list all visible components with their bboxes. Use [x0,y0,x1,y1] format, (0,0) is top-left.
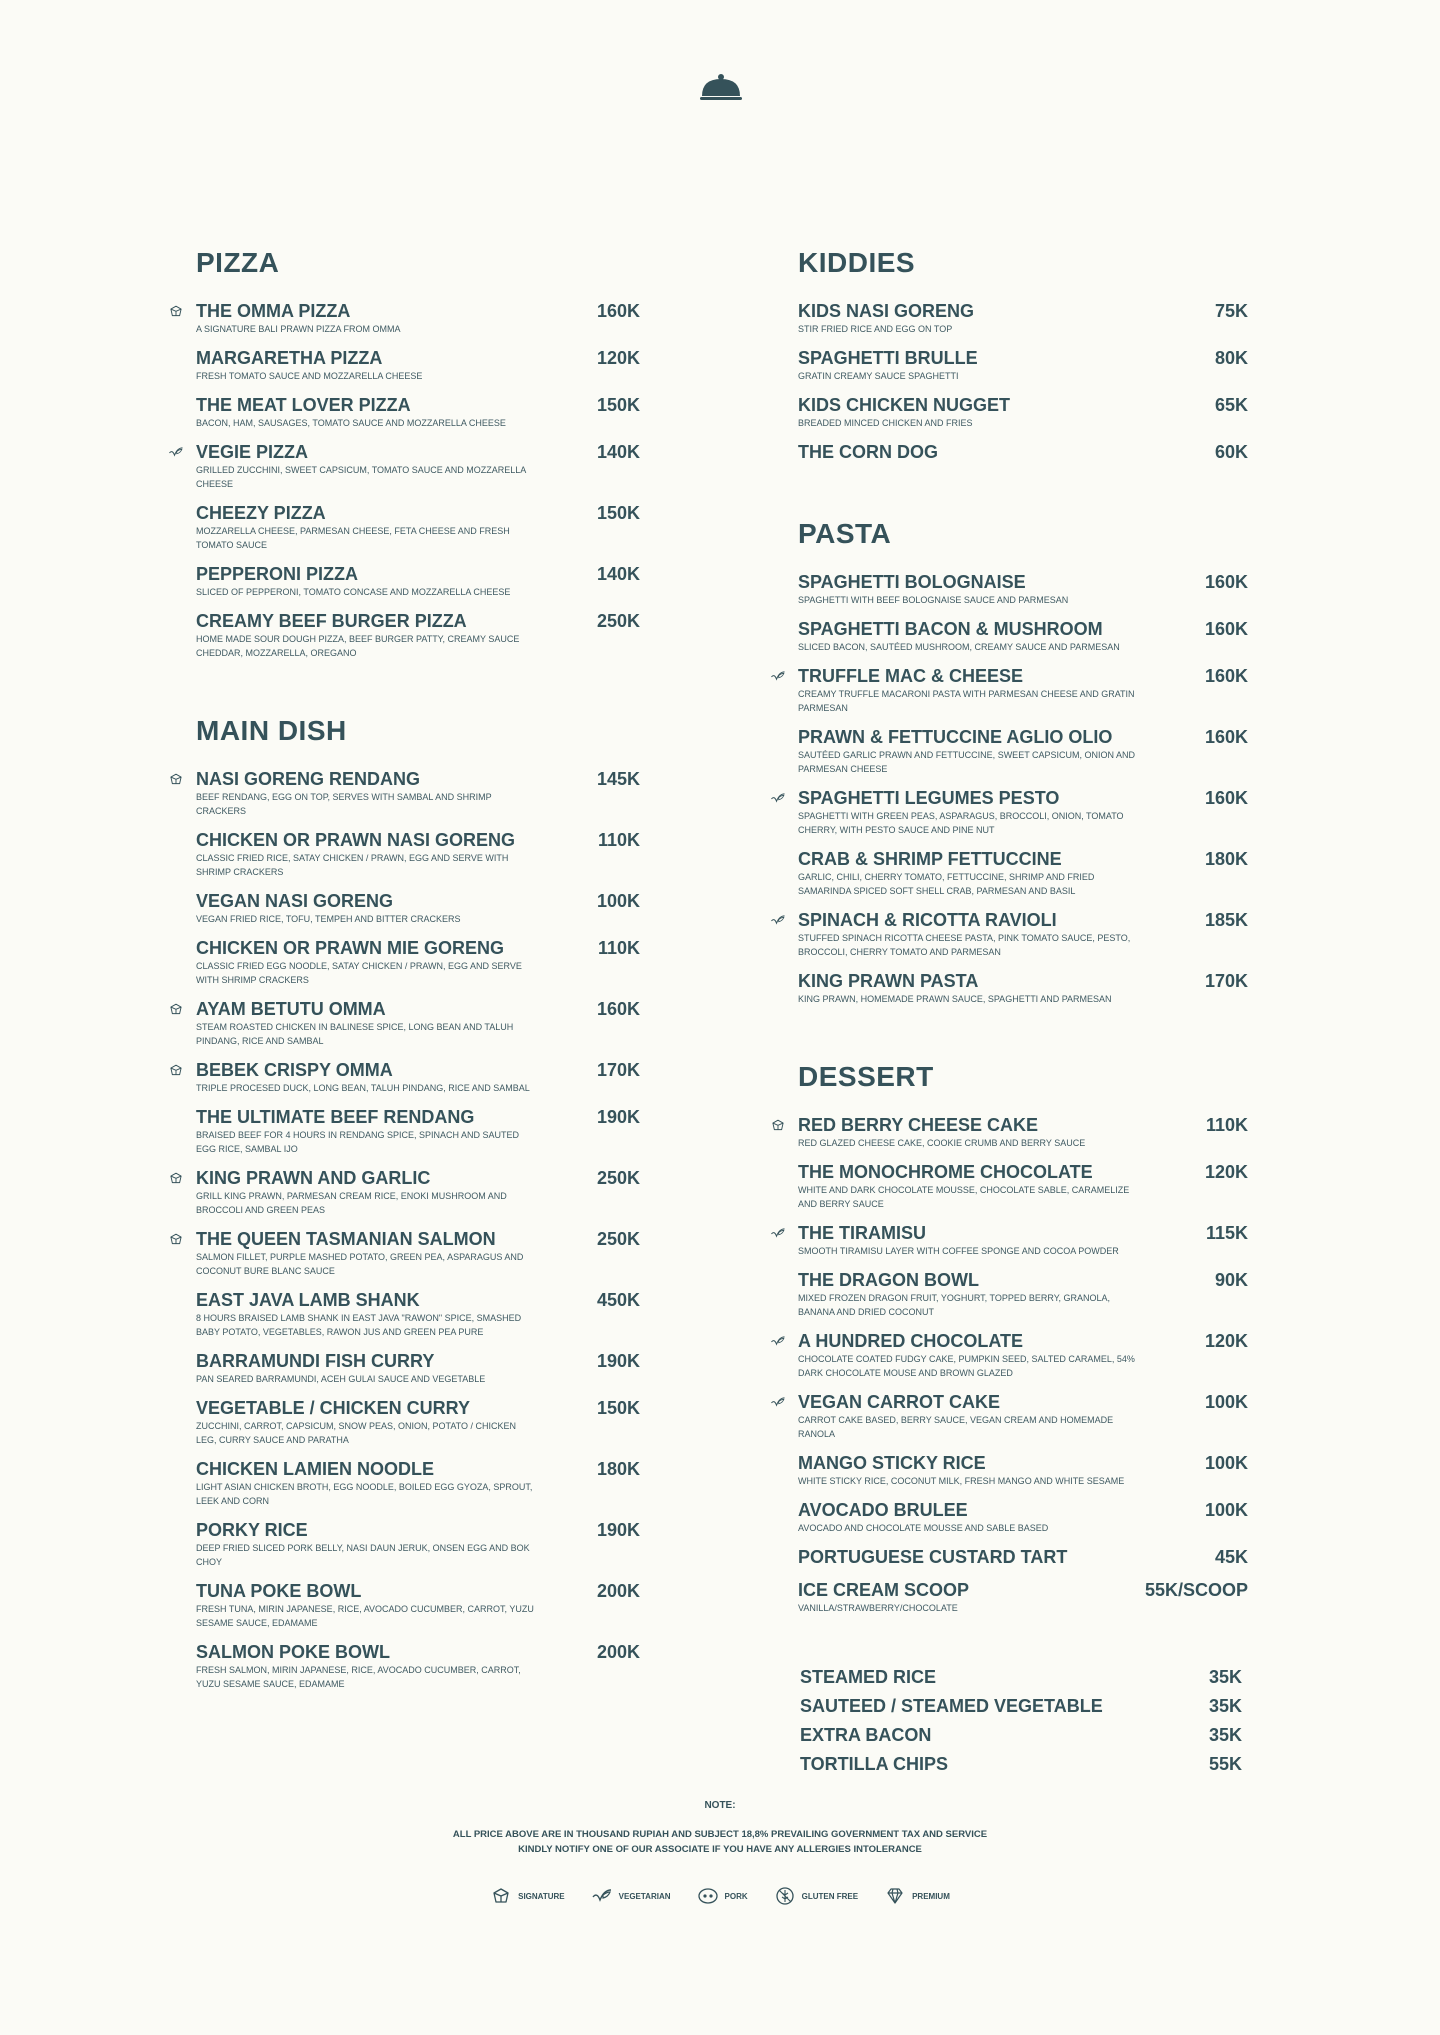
menu-item [196,1228,640,1278]
menu-item-header [798,571,1248,593]
legend-label: PREMIUM [912,1891,950,1901]
menu-item-price: 200K [596,1581,640,1601]
menu-item [196,1580,640,1630]
menu-item-header [798,300,1248,322]
vegetarian-icon [770,669,786,683]
note-tax-line: ALL PRICE ABOVE ARE IN THOUSAND RUPIAH AND SUBJECT 18,8% PREVAILING GOVERNMENT TAX AND SERVICE [452,1829,988,1840]
menu-item-name: SPAGHETTI BACON & MUSHROOM [798,619,1103,639]
menu-item [798,970,1248,1006]
menu-item-description: AVOCADO AND CHOCOLATE MOUSSE AND SABLE BASED [798,1523,1049,1533]
menu-item-description: GRILL KING PRAWN, PARMESAN CREAM RICE, ENOKI MUSHROOM AND BROCCOLI AND GREEN PEAS [196,1191,507,1215]
menu-item-header [798,1269,1248,1291]
side-dish-price: 55K [1208,1754,1242,1774]
menu-item [196,347,640,383]
menu-item-description: BEEF RENDANG, EGG ON TOP, SERVES WITH SAMBAL AND SHRIMP CRACKERS [196,792,492,816]
legend-label: PORK [724,1891,748,1901]
side-dish-name: TORTILLA CHIPS [800,1754,948,1774]
menu-item-header [196,1580,640,1602]
side-dish-price: 35K [1208,1696,1242,1716]
section-title: DESSERT [798,1061,934,1092]
menu-item [196,829,640,879]
menu-item-price: 160K [1204,619,1248,639]
menu-item-name: VEGIE PIZZA [196,442,309,462]
legend-item-pork [697,1886,748,1906]
menu-item [798,441,1248,463]
menu-item-description: CARROT CAKE BASED, BERRY SAUCE, VEGAN CREAM AND HOMEMADE RANOLA [798,1415,1114,1439]
premium-icon [884,1886,906,1906]
menu-item-name: RED BERRY CHEESE CAKE [798,1115,1039,1135]
menu-item-price: 160K [1204,727,1248,747]
side-dish-row [800,1696,1248,1716]
menu-item [196,441,640,491]
menu-item-header [196,937,640,959]
menu-item-price: 190K [596,1107,640,1127]
side-dish-name: EXTRA BACON [800,1725,932,1745]
menu-item-description: ZUCCHINI, CARROT, CAPSICUM, SNOW PEAS, ONION, POTATO / CHICKEN LEG, CURRY SAUCE AND PARATHA [196,1421,517,1445]
menu-item-header [798,848,1248,870]
menu-item-header [798,1546,1248,1568]
menu-item [798,1579,1248,1615]
menu-item [798,1391,1248,1441]
menu-item-price: 450K [596,1290,640,1310]
menu-item-price: 160K [1204,572,1248,592]
menu-item [196,1458,640,1508]
menu-item-name: CHEEZY PIZZA [196,503,326,523]
menu-item [196,1167,640,1217]
signature-icon [168,1232,184,1246]
menu-item-header [798,726,1248,748]
menu-item [196,1106,640,1156]
menu-item-header [798,1114,1248,1136]
menu-item-price: 170K [1204,971,1248,991]
vegetarian-icon [591,1886,613,1906]
menu-item-description: WHITE AND DARK CHOCOLATE MOUSSE, CHOCOLATE SABLE, CARAMELIZE AND BERRY SAUCE [798,1185,1130,1209]
menu-item-header [798,441,1248,463]
menu-item-name: VEGAN CARROT CAKE [798,1392,1001,1412]
menu-item-header [196,563,640,585]
menu-item-header [196,394,640,416]
menu-item [798,1269,1248,1319]
menu-item-header [196,1167,640,1189]
menu-item-header [196,890,640,912]
menu-item-price: 190K [596,1351,640,1371]
menu-item [798,1222,1248,1258]
menu-item-description: SPAGHETTI WITH GREEN PEAS, ASPARAGUS, BROCCOLI, ONION, TOMATO CHERRY, WITH PESTO SAUCE AND PINE NUT [798,811,1124,835]
menu-item-price: 100K [1204,1453,1248,1473]
menu-item [196,1289,640,1339]
menu-item [798,1161,1248,1211]
menu-item-name: THE OMMA PIZZA [196,301,351,321]
menu-item [798,300,1248,336]
menu-item-name: THE QUEEN TASMANIAN SALMON [196,1229,496,1249]
menu-item-price: 65K [1214,395,1248,415]
menu-item-header [196,768,640,790]
menu-item-price: 120K [596,348,640,368]
menu-item-name: VEGETABLE / CHICKEN CURRY [196,1398,471,1418]
menu-item-description: A SIGNATURE BALI PRAWN PIZZA FROM OMMA [196,324,401,334]
menu-item-description: MIXED FROZEN DRAGON FRUIT, YOGHURT, TOPPED BERRY, GRANOLA, BANANA AND DRIED COCONUT [798,1293,1111,1317]
menu-item-name: VEGAN NASI GORENG [196,891,394,911]
side-dish-price: 35K [1208,1725,1242,1745]
menu-item-header [196,610,640,632]
menu-item-description: BACON, HAM, SAUSAGES, TOMATO SAUCE AND MOZZARELLA CHEESE [196,418,506,428]
menu-item-description: SPAGHETTI WITH BEEF BOLOGNAISE SAUCE AND PARMESAN [798,595,1069,605]
menu-item-header [196,1289,640,1311]
menu-item-header [798,347,1248,369]
section-title: MAIN DISH [196,715,347,746]
menu-item-description: 8 HOURS BRAISED LAMB SHANK IN EAST JAVA "RAWON" SPICE, SMASHED BABY POTATO, VEGETABLES, RAWON JUS AND GREEN PEA PURE [196,1313,522,1337]
menu-item-description: GRILLED ZUCCHINI, SWEET CAPSICUM, TOMATO SAUCE AND MOZZARELLA CHEESE [196,465,526,489]
menu-item-price: 120K [1204,1162,1248,1182]
menu-item [196,1059,640,1095]
menu-item-name: SPAGHETTI LEGUMES PESTO [798,788,1060,808]
menu-section [798,244,1248,463]
gluten-free-icon [774,1886,796,1906]
menu-item-name: PORKY RICE [196,1520,308,1540]
note-label: NOTE: [704,1800,736,1811]
side-dish-row [800,1754,1248,1774]
menu-item-description: PAN SEARED BARRAMUNDI, ACEH GULAI SAUCE AND VEGETABLE [196,1374,486,1384]
menu-item [798,787,1248,837]
icon-legend [0,1886,1440,1906]
menu-section [798,515,1248,1006]
menu-item-name: BEBEK CRISPY OMMA [196,1060,393,1080]
right-column [798,244,1248,1783]
menu-item-description: FRESH TUNA, MIRIN JAPANESE, RICE, AVOCADO CUCUMBER, CARROT, YUZU SESAME SAUCE, EDAMAME [196,1604,534,1628]
menu-item-header [196,1397,640,1419]
legend-label: SIGNATURE [518,1891,565,1901]
menu-item-description: DEEP FRIED SLICED PORK BELLY, NASI DAUN JERUK, ONSEN EGG AND BOK CHOY [196,1543,530,1567]
menu-item-price: 140K [596,442,640,462]
side-dish-row [800,1667,1248,1687]
cloche-icon [700,72,742,102]
menu-item-name: PEPPERONI PIZZA [196,564,359,584]
legend-item-gluten-free [774,1886,858,1906]
menu-item-price: 150K [596,395,640,415]
pork-icon [697,1886,719,1906]
menu-item-name: SPAGHETTI BOLOGNAISE [798,572,1026,592]
menu-item-header [196,1519,640,1541]
menu-item-price: 160K [1204,666,1248,686]
menu-item-name: AVOCADO BRULEE [798,1500,968,1520]
menu-item [196,394,640,430]
menu-item-header [196,347,640,369]
menu-item-header [196,1106,640,1128]
menu-item-price: 160K [1204,788,1248,808]
menu-item [196,502,640,552]
menu-item [196,1641,640,1691]
menu-item-price: 100K [596,891,640,911]
menu-item-name: ICE CREAM SCOOP [798,1580,970,1600]
menu-item-price: 180K [596,1459,640,1479]
menu-item-name: THE MONOCHROME CHOCOLATE [798,1162,1093,1182]
menu-item-description: FRESH TOMATO SAUCE AND MOZZARELLA CHEESE [196,371,423,381]
menu-item [798,1330,1248,1380]
menu-item-name: PRAWN & FETTUCCINE AGLIO OLIO [798,727,1113,747]
menu-item-description: SAUTÉED GARLIC PRAWN AND FETTUCCINE, SWEET CAPSICUM, ONION AND PARMESAN CHEESE [798,750,1136,774]
menu-item-header [196,300,640,322]
menu-item-header [798,1330,1248,1352]
menu-item-description: CHOCOLATE COATED FUDGY CAKE, PUMPKIN SEED, SALTED CARAMEL, 54% DARK CHOCOLATE MOUSE AND BROWN GLAZED [798,1354,1135,1378]
menu-item [798,726,1248,776]
menu-item-description: LIGHT ASIAN CHICKEN BROTH, EGG NOODLE, BOILED EGG GYOZA, SPROUT, LEEK AND CORN [196,1482,533,1506]
section-title: PIZZA [196,247,280,278]
section-title: PASTA [798,518,892,549]
menu-section [196,712,640,1691]
menu-item-description: STUFFED SPINACH RICOTTA CHEESE PASTA, PINK TOMATO SAUCE, PESTO, BROCCOLI, CHERRY TOMATO AND PARMESAN [798,933,1131,957]
menu-item-price: 110K [597,830,640,850]
vegetarian-icon [770,1334,786,1348]
menu-note [0,1800,1440,1857]
menu-item-price: 160K [596,301,640,321]
legend-label: GLUTEN FREE [801,1891,859,1901]
menu-item [196,937,640,987]
menu-item-price: 170K [596,1060,640,1080]
menu-item-header [798,618,1248,640]
menu-item-price: 250K [596,1229,640,1249]
side-dish-row [800,1725,1248,1745]
menu-item-description: CLASSIC FRIED EGG NOODLE, SATAY CHICKEN / PRAWN, EGG AND SERVE WITH SHRIMP CRACKERS [196,961,522,985]
menu-item-name: THE TIRAMISU [798,1223,926,1243]
menu-item-name: THE CORN DOG [798,442,939,462]
menu-item-name: CHICKEN OR PRAWN NASI GORENG [196,830,516,850]
menu-item-description: VANILLA/STRAWBERRY/CHOCOLATE [798,1603,958,1613]
legend-item-vegetarian [591,1886,671,1906]
menu-item-description: SLICED OF PEPPERONI, TOMATO CONCASE AND MOZZARELLA CHEESE [196,587,511,597]
vegetarian-icon [770,1395,786,1409]
menu-item-price: 250K [596,611,640,631]
menu-item-price: 45K [1214,1547,1248,1567]
menu-item-header [196,1228,640,1250]
menu-item-description: GARLIC, CHILI, CHERRY TOMATO, FETTUCCINE, SHRIMP AND FRIED SAMARINDA SPICED SOFT SHELL CRAB, PARMESAN AND BASIL [798,872,1095,896]
vegetarian-icon [770,791,786,805]
menu-item [196,563,640,599]
menu-item-description: MOZZARELLA CHEESE, PARMESAN CHEESE, FETA CHEESE AND FRESH TOMATO SAUCE [196,526,510,550]
menu-item-price: 190K [596,1520,640,1540]
menu-item [196,1519,640,1569]
menu-item-price: 55K/SCOOP [1144,1580,1248,1600]
menu-item-header [196,998,640,1020]
menu-item-price: 200K [596,1642,640,1662]
menu-item [798,848,1248,898]
menu-item-description: WHITE STICKY RICE, COCONUT MILK, FRESH MANGO AND WHITE SESAME [798,1476,1125,1486]
menu-item-header [798,394,1248,416]
menu-item [798,1114,1248,1150]
menu-item [196,1397,640,1447]
menu-item-description: SLICED BACON, SAUTÉED MUSHROOM, CREAMY SAUCE AND PARMESAN [798,642,1120,652]
menu-item [798,1546,1248,1568]
legend-item-premium [884,1886,950,1906]
menu-item-name: TUNA POKE BOWL [196,1581,362,1601]
legend-label: VEGETARIAN [618,1891,671,1901]
menu-item-name: KIDS CHICKEN NUGGET [798,395,1011,415]
menu-item-header [798,1499,1248,1521]
menu-item [798,909,1248,959]
menu-item-description: VEGAN FRIED RICE, TOFU, TEMPEH AND BITTER CRACKERS [196,914,461,924]
vegetarian-icon [770,1226,786,1240]
menu-item-name: SALMON POKE BOWL [196,1642,390,1662]
menu-item-description: SMOOTH TIRAMISU LAYER WITH COFFEE SPONGE AND COCOA POWDER [798,1246,1119,1256]
menu-item-name: A HUNDRED CHOCOLATE [798,1331,1023,1351]
menu-item [798,571,1248,607]
signature-icon [168,1171,184,1185]
menu-item-description: BRAISED BEEF FOR 4 HOURS IN RENDANG SPICE, SPINACH AND SAUTED EGG RICE, SAMBAL IJO [196,1130,520,1154]
menu-item-price: 140K [596,564,640,584]
menu-item-header [196,1458,640,1480]
section-title: KIDDIES [798,247,916,278]
menu-item-name: THE DRAGON BOWL [798,1270,979,1290]
menu-item-name: THE ULTIMATE BEEF RENDANG [196,1107,475,1127]
menu-item-name: CHICKEN LAMIEN NOODLE [196,1459,434,1479]
menu-item-description: FRESH SALMON, MIRIN JAPANESE, RICE, AVOCADO CUCUMBER, CARROT, YUZU SESAME SAUCE, EDAMAME [196,1665,521,1689]
menu-item-description: STIR FRIED RICE AND EGG ON TOP [798,324,953,334]
menu-item-description: STEAM ROASTED CHICKEN IN BALINESE SPICE, LONG BEAN AND TALUH PINDANG, RICE AND SAMBAL [196,1022,514,1046]
menu-item-header [798,909,1248,931]
side-dish-name: SAUTEED / STEAMED VEGETABLE [800,1696,1103,1716]
menu-item-price: 60K [1214,442,1248,462]
menu-item-name: TRUFFLE MAC & CHEESE [798,666,1023,686]
menu-item-header [798,1579,1248,1601]
menu-item-header [196,1641,640,1663]
signature-icon [168,1002,184,1016]
menu-item-description: KING PRAWN, HOMEMADE PRAWN SAUCE, SPAGHETTI AND PARMESAN [798,994,1112,1004]
vegetarian-icon [168,445,184,459]
menu-item [196,1350,640,1386]
menu-item [798,665,1248,715]
menu-item-price: 120K [1204,1331,1248,1351]
menu-item-description: SALMON FILLET, PURPLE MASHED POTATO, GREEN PEA, ASPARAGUS AND COCONUT BURE BLANC SAUCE [196,1252,524,1276]
left-column [196,244,640,1743]
side-dish-price: 35K [1208,1667,1242,1687]
menu-item-name: PORTUGUESE CUSTARD TART [798,1547,1068,1567]
menu-item-header [196,1350,640,1372]
signature-icon [168,772,184,786]
menu-item [798,618,1248,654]
menu-item-header [798,970,1248,992]
menu-item-price: 250K [596,1168,640,1188]
menu-item-price: 160K [596,999,640,1019]
note-allergy-line: KINDLY NOTIFY ONE OF OUR ASSOCIATE IF YOU HAVE ANY ALLERGIES INTOLERANCE [518,1844,922,1855]
menu-item-price: 110K [597,938,640,958]
menu-item-header [196,1059,640,1081]
menu-item-name: SPINACH & RICOTTA RAVIOLI [798,910,1057,930]
menu-item-price: 185K [1204,910,1248,930]
menu-item-name: CHICKEN OR PRAWN MIE GORENG [196,938,505,958]
menu-item-price: 115K [1205,1223,1248,1243]
menu-item-header [798,1161,1248,1183]
menu-item-description: TRIPLE PROCESED DUCK, LONG BEAN, TALUH PINDANG, RICE AND SAMBAL [196,1083,530,1093]
menu-item-description: CLASSIC FRIED RICE, SATAY CHICKEN / PRAWN, EGG AND SERVE WITH SHRIMP CRACKERS [196,853,509,877]
signature-icon [490,1886,512,1906]
menu-item-header [798,1222,1248,1244]
menu-item-name: THE MEAT LOVER PIZZA [196,395,411,415]
menu-item-description: CREAMY TRUFFLE MACARONI PASTA WITH PARMESAN CHEESE AND GRATIN PARMESAN [798,689,1135,713]
menu-item-name: CREAMY BEEF BURGER PIZZA [196,611,467,631]
side-dishes-list [798,1667,1248,1774]
menu-item [196,768,640,818]
menu-item-price: 180K [1204,849,1248,869]
menu-item [196,998,640,1048]
menu-item-description: HOME MADE SOUR DOUGH PIZZA, BEEF BURGER PATTY, CREAMY SAUCE CHEDDAR, MOZZARELLA, OREGANO [196,634,520,658]
menu-item-price: 100K [1204,1500,1248,1520]
menu-item-name: EAST JAVA LAMB SHANK [196,1290,420,1310]
vegetarian-icon [770,913,786,927]
menu-item [196,300,640,336]
menu-item-name: KING PRAWN PASTA [798,971,979,991]
legend-item-signature [490,1886,565,1906]
menu-item-price: 80K [1214,348,1248,368]
menu-item-price: 110K [1205,1115,1248,1135]
menu-item-price: 100K [1204,1392,1248,1412]
menu-section [798,1058,1248,1615]
menu-item-name: SPAGHETTI BRULLE [798,348,978,368]
menu-item-price: 145K [596,769,640,789]
menu-item-name: CRAB & SHRIMP FETTUCCINE [798,849,1062,869]
menu-item-description: GRATIN CREAMY SAUCE SPAGHETTI [798,371,959,381]
menu-item-header [196,441,640,463]
menu-item-description: BREADED MINCED CHICKEN AND FRIES [798,418,973,428]
menu-item-name: MARGARETHA PIZZA [196,348,383,368]
menu-item-name: KING PRAWN AND GARLIC [196,1168,431,1188]
menu-item-name: NASI GORENG RENDANG [196,769,421,789]
menu-item [798,1499,1248,1535]
menu-item-header [196,829,640,851]
menu-item [798,394,1248,430]
menu-item [798,347,1248,383]
menu-section [196,244,640,660]
menu-item-header [798,665,1248,687]
menu-item-name: AYAM BETUTU OMMA [196,999,386,1019]
menu-item-header [798,1391,1248,1413]
signature-icon [168,304,184,318]
menu-item-header [798,1452,1248,1474]
menu-item-header [196,502,640,524]
menu-item-price: 150K [596,1398,640,1418]
signature-icon [168,1063,184,1077]
side-dish-name: STEAMED RICE [800,1667,937,1687]
menu-item [196,890,640,926]
menu-item-price: 90K [1214,1270,1248,1290]
menu-item [196,610,640,660]
menu-item-header [798,787,1248,809]
menu-item-name: MANGO STICKY RICE [798,1453,986,1473]
menu-item-name: KIDS NASI GORENG [798,301,975,321]
menu-item-price: 150K [596,503,640,523]
menu-item-description: RED GLAZED CHEESE CAKE, COOKIE CRUMB AND BERRY SAUCE [798,1138,1086,1148]
signature-icon [770,1118,786,1132]
menu-item-price: 75K [1214,301,1248,321]
menu-item-name: BARRAMUNDI FISH CURRY [196,1351,435,1371]
menu-item [798,1452,1248,1488]
